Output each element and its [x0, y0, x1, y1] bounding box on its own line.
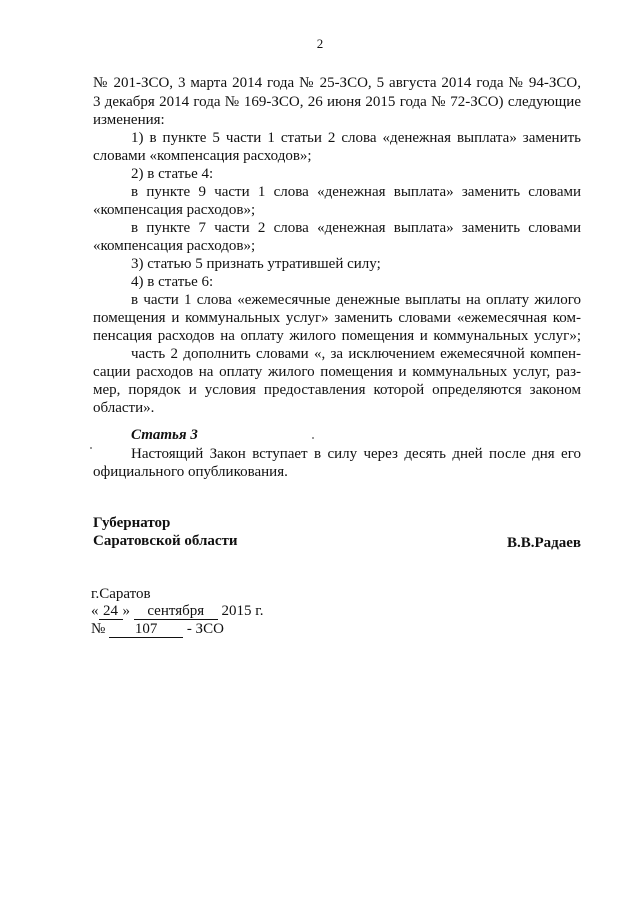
body-line: 3 декабря 2014 года № 169-ЗСО, 26 июня 2015 года № 72-ЗСО) следующие: [93, 94, 581, 110]
body-line: «компенсация расходов»;: [93, 238, 256, 254]
date-open-quote: «: [91, 603, 99, 619]
body-line: мер, порядок и условия предоставления которой определяются законом: [93, 382, 581, 398]
body-line: часть 2 дополнить словами «, за исключением ежемесячной компен-: [131, 346, 581, 362]
scan-speck: [90, 447, 92, 449]
issue-number: [91, 620, 224, 638]
body-line: 4) в статье 6:: [131, 274, 214, 290]
body-line: помещения и коммунальных услуг» заменить словами «ежемесячная ком-: [93, 310, 581, 326]
signer-title-line-1: Губернатор: [93, 515, 171, 531]
article-text-line: официального опубликования.: [93, 464, 288, 480]
article-text-line: Настоящий Закон вступает в силу через десять дней после дня его: [131, 446, 581, 462]
body-line: сации расходов на оплату жилого помещения и коммунальных услуг, раз-: [93, 364, 581, 380]
body-line: 1) в пункте 5 части 1 статьи 2 слова «денежная выплата» заменить: [131, 130, 581, 146]
signer-title-line-2: Саратовской области: [93, 533, 238, 549]
body-line: в пункте 9 части 1 слова «денежная выплата» заменить словами: [131, 184, 581, 200]
body-line: словами «компенсация расходов»;: [93, 148, 312, 164]
number-suffix: - ЗСО: [186, 621, 224, 637]
body-line: в части 1 слова «ежемесячные денежные выплаты на оплату жилого: [131, 292, 581, 308]
date-month: сентября: [134, 604, 218, 620]
issue-city: г.Саратов: [91, 586, 151, 602]
date-year: 2015 г.: [221, 603, 264, 619]
article-heading: Статья 3: [131, 427, 198, 443]
body-line: 2) в статье 4:: [131, 166, 214, 182]
issue-date: [91, 602, 263, 620]
signer-name: В.В.Радаев: [506, 535, 581, 551]
body-line: № 201-ЗСО, 3 марта 2014 года № 25-ЗСО, 5 августа 2014 года № 94-ЗСО,: [93, 75, 581, 91]
body-line: 3) статью 5 признать утратившей силу;: [131, 256, 381, 272]
scan-speck: [312, 437, 314, 439]
date-close-quote: »: [122, 603, 130, 619]
body-line: пенсация расходов на оплату жилого помещения и коммунальных услуг»;: [93, 328, 581, 344]
number-value: 107: [109, 622, 183, 638]
page-number: 2: [316, 36, 324, 51]
number-label: №: [91, 621, 106, 637]
body-line: в пункте 7 части 2 слова «денежная выплата» заменить словами: [131, 220, 581, 236]
date-day: 24: [99, 604, 123, 620]
body-line: области».: [93, 400, 155, 416]
body-line: «компенсация расходов»;: [93, 202, 256, 218]
body-line: изменения:: [93, 112, 165, 128]
